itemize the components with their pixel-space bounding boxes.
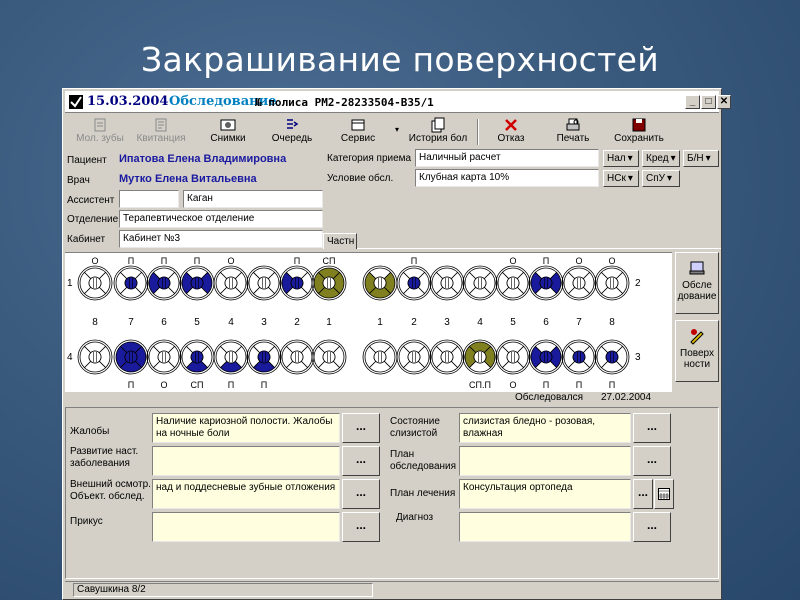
development-label: Развитие наст. заболевания: [70, 446, 139, 469]
cash-dropdown[interactable]: Нал ▾: [603, 150, 639, 167]
bite-more-button[interactable]: ...: [342, 512, 380, 542]
category-field[interactable]: Наличный расчет: [415, 149, 599, 167]
lower-tooth[interactable]: [463, 340, 497, 374]
toolbar: [65, 115, 719, 149]
patient-name: Ипатова Елена Владимировна: [119, 153, 287, 165]
tool-history[interactable]: [405, 117, 471, 149]
diagnosis-field[interactable]: [459, 512, 631, 542]
history-icon: [430, 117, 446, 133]
tooth-number: 1: [326, 317, 332, 328]
doctor-label: Врач: [67, 175, 90, 186]
mucosa-field[interactable]: слизистая бледно - розовая, влажная: [459, 413, 631, 443]
tooth-surface-center[interactable]: [89, 351, 101, 363]
upper-surface-code: П: [410, 256, 418, 266]
upper-tooth[interactable]: [247, 266, 281, 300]
department-label: Отделение: [67, 214, 119, 225]
maximize-button[interactable]: □: [701, 95, 716, 109]
lower-row-marker: 4: [67, 352, 73, 363]
tooth-surface-center[interactable]: [573, 351, 585, 363]
lower-surface-code: СП.П: [469, 380, 491, 390]
tool-receipt[interactable]: [133, 117, 189, 149]
tooth-surface-center[interactable]: [507, 277, 519, 289]
examination-button[interactable]: [675, 252, 719, 314]
tool-queue[interactable]: [265, 117, 319, 149]
tooth-number: 5: [194, 317, 200, 328]
tooth-surface-center[interactable]: [125, 351, 137, 363]
tooth-surface-center[interactable]: [507, 351, 519, 363]
complaints-field[interactable]: Наличие кариозной полости. Жалобы на ночные боли: [152, 413, 340, 443]
department-field[interactable]: Терапевтическое отделение: [119, 210, 323, 228]
assistant-label: Ассистент: [67, 195, 115, 206]
discount-dropdown[interactable]: НСк ▾: [603, 170, 639, 187]
queue-icon: [284, 117, 300, 133]
lower-tooth[interactable]: [595, 340, 629, 374]
examined-date: 27.02.2004: [601, 392, 652, 403]
tooth-number: 3: [444, 317, 450, 328]
tooth-number: 4: [228, 317, 234, 328]
tooth-surface-center[interactable]: [606, 351, 618, 363]
service-dropdown-arrow-icon[interactable]: ▾: [395, 125, 400, 134]
lower-tooth[interactable]: [397, 340, 431, 374]
upper-tooth[interactable]: [280, 266, 314, 300]
upper-surface-code: П: [542, 256, 550, 266]
lower-surface-code: П: [227, 380, 235, 390]
tooth-number: 7: [576, 317, 582, 328]
plan-treatment-calendar-button[interactable]: [654, 479, 674, 509]
tab-private[interactable]: Частн: [323, 233, 357, 249]
upper-surface-code: О: [509, 256, 517, 266]
lower-surface-code: СП: [190, 380, 204, 390]
upper-surface-code: П: [160, 256, 168, 266]
tooth-number: 8: [609, 317, 615, 328]
tooth-surface-center[interactable]: [606, 277, 618, 289]
close-button[interactable]: ✕: [717, 95, 731, 109]
spu-dropdown[interactable]: СпУ ▾: [642, 170, 680, 187]
tooth-surface-center[interactable]: [573, 277, 585, 289]
upper-tooth[interactable]: [463, 266, 497, 300]
condition-field[interactable]: Клубная карта 10%: [415, 169, 599, 187]
lower-tooth[interactable]: [247, 340, 281, 374]
examination-icon: [688, 259, 706, 277]
tool-label: История бол: [408, 133, 468, 144]
diagnosis-label: Диагноз: [396, 512, 434, 523]
upper-tooth[interactable]: [363, 266, 397, 300]
upper-surface-code: СП: [322, 256, 336, 266]
policy-number: № полиса РМ2-28233504-B35/1: [255, 96, 434, 109]
tooth-surface-center[interactable]: [540, 277, 552, 289]
service-icon: [350, 117, 366, 133]
lower-surface-code: П: [260, 380, 268, 390]
lower-surface-code: П: [127, 380, 135, 390]
upper-tooth[interactable]: [180, 266, 214, 300]
tooth-surface-center[interactable]: [323, 351, 335, 363]
lower-tooth[interactable]: [562, 340, 596, 374]
tool-print[interactable]: [551, 117, 595, 149]
upper-surface-code: П: [193, 256, 201, 266]
tool-molar-teeth[interactable]: [69, 117, 131, 149]
upper-tooth[interactable]: [397, 266, 431, 300]
tooth-surface-center[interactable]: [225, 277, 237, 289]
mucosa-label: Состояние слизистой: [390, 416, 440, 439]
lower-tooth[interactable]: [114, 340, 148, 374]
tooth-surface-center[interactable]: [291, 351, 303, 363]
tooth-surface-center[interactable]: [191, 277, 203, 289]
tooth-number: 2: [411, 317, 417, 328]
tooth-surface-center[interactable]: [408, 351, 420, 363]
tooth-number: 6: [543, 317, 549, 328]
refuse-icon: [503, 117, 519, 133]
assistant-field[interactable]: Каган: [183, 190, 323, 208]
surfaces-icon: [688, 327, 706, 345]
receipt-icon: [153, 117, 169, 133]
external-exam-more-button[interactable]: ...: [342, 479, 380, 509]
tooth-surface-center[interactable]: [441, 351, 453, 363]
development-field[interactable]: [152, 446, 340, 476]
complaints-label: Жалобы: [70, 426, 110, 437]
upper-surface-code: О: [227, 256, 235, 266]
xray-icon: [220, 117, 236, 133]
tooth-surface-center[interactable]: [258, 351, 270, 363]
notes-panel: [65, 407, 719, 579]
lower-tooth[interactable]: [312, 340, 346, 374]
lower-tooth[interactable]: [147, 340, 181, 374]
surfaces-label: Поверх ности: [680, 348, 714, 370]
tool-label: Сохранить: [614, 133, 664, 144]
tooth-number: 4: [477, 317, 483, 328]
mucosa-more-button[interactable]: ...: [633, 413, 671, 443]
lower-surface-code: П: [575, 380, 583, 390]
upper-surface-code: О: [91, 256, 99, 266]
category-label: Категория приема: [327, 153, 412, 164]
tool-xray[interactable]: [205, 117, 251, 149]
tool-label: Снимки: [210, 133, 246, 144]
patient-label: Пациент: [67, 155, 107, 166]
complaints-more-button[interactable]: ...: [342, 413, 380, 443]
upper-tooth[interactable]: [529, 266, 563, 300]
lower-tooth[interactable]: [78, 340, 112, 374]
tooth-surface-center[interactable]: [408, 277, 420, 289]
lower-tooth[interactable]: [430, 340, 464, 374]
status-bar: [65, 581, 719, 597]
lower-surface-code: П: [608, 380, 616, 390]
dental-chart: [65, 252, 672, 392]
tooth-number: 8: [92, 317, 98, 328]
tooth-surface-center[interactable]: [158, 351, 170, 363]
lower-tooth[interactable]: [180, 340, 214, 374]
status-user: Савушкина 8/2: [73, 583, 373, 597]
tooth-surface-center[interactable]: [474, 351, 486, 363]
upper-tooth[interactable]: [562, 266, 596, 300]
cabinet-field[interactable]: Кабинет №3: [119, 230, 323, 248]
cabinet-label: Кабинет: [67, 234, 106, 245]
calendar-icon: [658, 488, 670, 500]
external-exam-label: Внешний осмотр. Объект. обслед.: [70, 479, 151, 502]
tooth-surface-center[interactable]: [89, 277, 101, 289]
exam-status-line: [65, 392, 672, 405]
lower-row-end: 3: [635, 352, 641, 363]
upper-tooth[interactable]: [430, 266, 464, 300]
tooth-surface-center[interactable]: [474, 277, 486, 289]
tool-refuse[interactable]: [489, 117, 533, 149]
tooth-number: 3: [261, 317, 267, 328]
examination-label: Обсле дование: [677, 280, 717, 302]
title-bar: [65, 91, 729, 113]
tooth-number: 5: [510, 317, 516, 328]
upper-row-marker: 1: [67, 278, 73, 289]
tooth-doc-icon: [92, 117, 108, 133]
tooth-number: 1: [377, 317, 383, 328]
window-mode: Обследование: [169, 94, 277, 109]
upper-tooth[interactable]: [496, 266, 530, 300]
upper-tooth[interactable]: [312, 266, 346, 300]
lower-tooth[interactable]: [529, 340, 563, 374]
lower-tooth[interactable]: [363, 340, 397, 374]
surfaces-button[interactable]: [675, 320, 719, 382]
tool-service[interactable]: [333, 117, 383, 149]
tooth-surface-center[interactable]: [291, 277, 303, 289]
app-check-icon: [69, 95, 83, 109]
upper-surface-code: П: [293, 256, 301, 266]
tooth-surface-center[interactable]: [191, 351, 203, 363]
save-icon: [631, 117, 647, 133]
examined-label: Обследовался: [515, 392, 583, 403]
tooth-surface-center[interactable]: [258, 277, 270, 289]
upper-tooth[interactable]: [147, 266, 181, 300]
tool-label: Печать: [556, 133, 590, 144]
tool-label: Очередь: [271, 133, 313, 144]
upper-tooth[interactable]: [114, 266, 148, 300]
tool-save[interactable]: [611, 117, 667, 149]
upper-surface-code: О: [608, 256, 616, 266]
lower-tooth[interactable]: [496, 340, 530, 374]
external-exam-field[interactable]: над и поддесневые зубные отложения: [152, 479, 340, 509]
plan-exam-label: План обследования: [390, 449, 457, 472]
tool-label: Мол. зубы: [76, 133, 124, 144]
plan-treatment-label: План лечения: [390, 488, 456, 499]
tool-label: Квитанция: [136, 133, 186, 144]
tool-label: Сервис: [340, 133, 376, 144]
exam-window: [62, 88, 729, 600]
upper-tooth[interactable]: [595, 266, 629, 300]
upper-surface-code: П: [127, 256, 135, 266]
toolbar-separator: [477, 119, 479, 145]
lower-surface-code: О: [509, 380, 517, 390]
bite-field[interactable]: [152, 512, 340, 542]
upper-tooth[interactable]: [78, 266, 112, 300]
diagnosis-more-button[interactable]: ...: [633, 512, 671, 542]
assistant-code-field[interactable]: [119, 190, 179, 208]
tooth-surface-center[interactable]: [323, 277, 335, 289]
bite-label: Прикус: [70, 516, 103, 527]
tooth-number: 7: [128, 317, 134, 328]
plan-treatment-field[interactable]: Консультация ортопеда: [459, 479, 631, 509]
lower-surface-code: П: [542, 380, 550, 390]
tool-label: Отказ: [497, 133, 525, 144]
tooth-surface-center[interactable]: [374, 351, 386, 363]
slide-title: Закрашивание поверхностей: [141, 40, 659, 79]
window-date: 15.03.2004: [87, 94, 169, 109]
tab-line: [357, 248, 721, 249]
upper-tooth[interactable]: [214, 266, 248, 300]
lower-surface-code: О: [160, 380, 168, 390]
print-icon: [565, 117, 581, 133]
credit-dropdown[interactable]: Кред ▾: [642, 150, 680, 167]
development-more-button[interactable]: ...: [342, 446, 380, 476]
dental-chart-svg: [65, 253, 672, 393]
upper-row-end: 2: [635, 278, 641, 289]
condition-label: Условие обсл.: [327, 173, 394, 184]
doctor-name: Мутко Елена Витальевна: [119, 173, 257, 185]
upper-surface-code: О: [575, 256, 583, 266]
lower-tooth[interactable]: [280, 340, 314, 374]
tooth-surface-center[interactable]: [225, 351, 237, 363]
plan-treatment-more-button[interactable]: ...: [633, 479, 653, 509]
minimize-button[interactable]: _: [685, 95, 700, 109]
plan-exam-more-button[interactable]: ...: [633, 446, 671, 476]
lower-tooth[interactable]: [214, 340, 248, 374]
tooth-surface-center[interactable]: [540, 351, 552, 363]
plan-exam-field[interactable]: [459, 446, 631, 476]
tooth-number: 6: [161, 317, 167, 328]
tooth-surface-center[interactable]: [441, 277, 453, 289]
tooth-number: 2: [294, 317, 300, 328]
tooth-surface-center[interactable]: [374, 277, 386, 289]
tooth-surface-center[interactable]: [125, 277, 137, 289]
tooth-surface-center[interactable]: [158, 277, 170, 289]
noncash-dropdown[interactable]: Б/Н ▾: [683, 150, 719, 167]
